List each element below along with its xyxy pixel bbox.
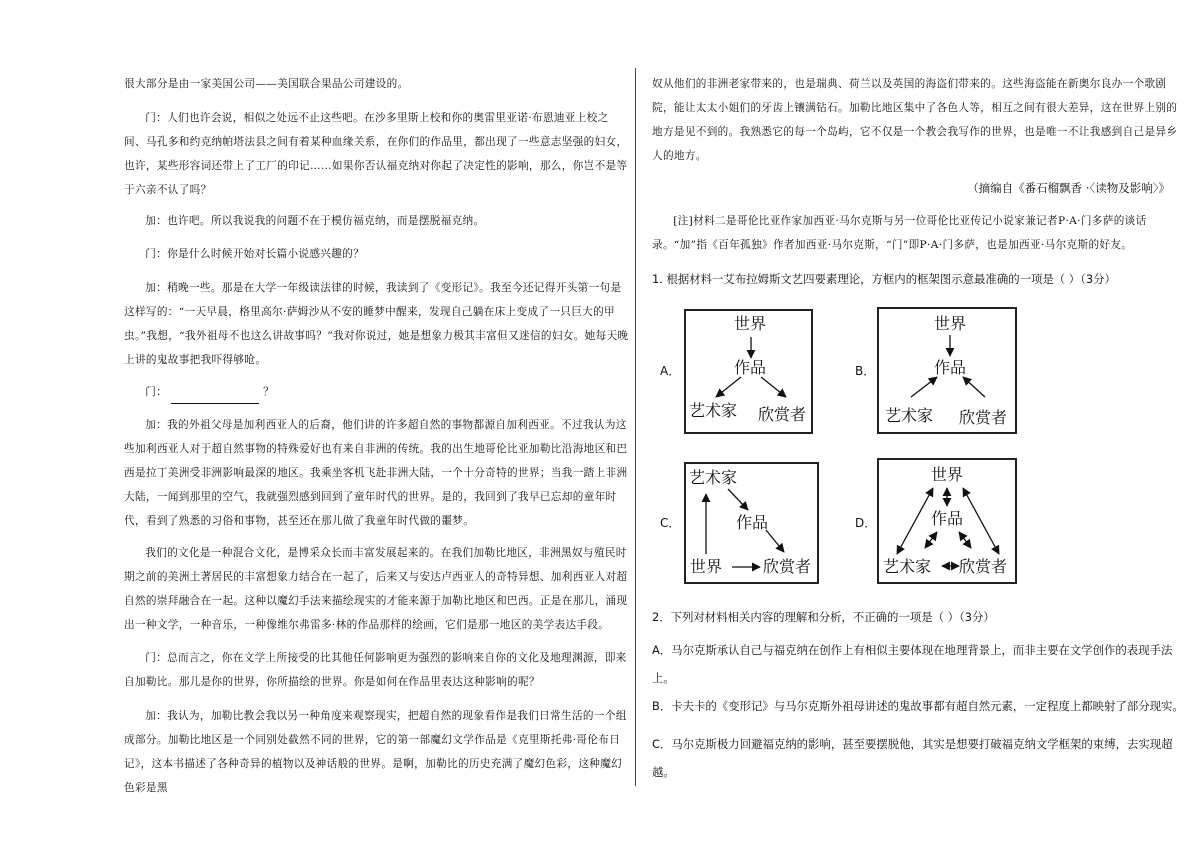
paragraph-pirates: 奴从他们的非洲老家带来的，也是瑞典、荷兰以及英国的海盗们带来的。这些海盗能在新奥尔良办一个歌剧院，能让太太小姐们的牙齿上镶满钻石。加勒比地区集中了各色人等，相互之间有很大差异，这在世界上别的地方是见不到的。我熟悉它的每一个岛屿，它不仅是一个教会我写作的世界，也是唯一不让我感到自己是异乡人的地方。 xyxy=(652,78,1178,162)
right-column xyxy=(637,0,1200,849)
paragraph-jia-grandparents: 加：我的外祖父母是加利西亚人的后裔，他们讲的许多超自然的事物都源自加利西亚。不过我认为这些加利西亚人对于超自然事物的特殊爱好也有来自非洲的传统。我的出生地哥伦比亚加勒比沿海地区和巴西是拉丁美洲受非洲影响最深的地区。我乘坐客机飞赴非洲大陆，一个十分奇特的世界；当我一踏上非洲大陆，一闻到那里的空气，我就强烈感到回到了童年时代的世界。是的，我回到了我早已忘却的童年时代，看到了熟悉的习俗和事物，甚至还在那儿做了我童年时代做的噩梦。 xyxy=(124,419,628,527)
diagram-a-audience: 欣赏者 xyxy=(758,405,807,424)
source-citation: （摘编自《番石榴飘香 ·〈读物及影响〉》 xyxy=(967,181,1170,195)
option-b-text: B．卡夫卡的《变形记》与马尔克斯外祖母讲述的鬼故事都有超自然元素，一定程度上都映射了部分现实。 xyxy=(652,699,1184,713)
diagram-a xyxy=(684,309,813,434)
diagram-d-work: 作品 xyxy=(931,509,964,528)
paragraph-men-question-novel: 门：你是什么时候开始对长篇小说感兴趣的？ xyxy=(145,248,365,260)
diagram-d xyxy=(877,458,1017,584)
diagram-d-world: 世界 xyxy=(931,465,964,484)
diagram-b-work: 作品 xyxy=(934,358,967,377)
option-c-label: C． xyxy=(660,516,681,530)
diagram-b xyxy=(877,307,1017,434)
footnote: [注]材料二是哥伦比亚作家加西亚·马尔克斯与另一位哥伦比亚传记小说家兼记者P·A·门多萨的谈话录。“加”指《百年孤独》作者加西亚·马尔克斯，“门”即P·A·门多萨，也是加西亚·马尔克斯的好友。 xyxy=(652,215,1147,251)
question-1: 1. 根据材料一艾布拉姆斯文艺四要素理论，方框内的框架图示意最准确的一项是（ ）（3分） xyxy=(652,272,1116,286)
paragraph-jia-caribbean: 加：我认为，加勒比教会我以另一种角度来观察现实，把超自然的现象看作是我们日常生活的一个组成部分。加勒比地区是一个同别处截然不同的世界，它的第一部魔幻文学作品是《克里斯托弗·哥伦布日记》，这本书描述了各种奇异的植物以及神话般的世界。是啊，加勒比的历史充满了魔幻色彩，这种魔幻色彩是黑 xyxy=(124,710,627,794)
diagram-d-artist: 艺术家 xyxy=(883,557,932,576)
diagram-a-world: 世界 xyxy=(734,314,767,333)
fill-in-blank xyxy=(171,391,259,404)
diagram-b-artist: 艺术家 xyxy=(885,406,934,425)
diagram-c xyxy=(684,462,819,584)
diagram-b-world: 世界 xyxy=(934,314,967,333)
paragraph-jia-faulkner: 加：也许吧。所以我说我的问题不在于模仿福克纳，而是摆脱福克纳。 xyxy=(145,215,485,227)
option-d-label: D． xyxy=(855,516,877,530)
blank-prefix: 门： xyxy=(145,386,168,398)
diagram-c-artist: 艺术家 xyxy=(689,468,738,487)
option-c-text: C．马尔克斯极力回避福克纳的影响，甚至要摆脱他，其实是想要打破福克纳文学框架的束缚，去实现超越。 xyxy=(652,737,1173,779)
column-divider xyxy=(635,68,636,786)
option-a-text: A．马尔克斯承认自己与福克纳在创作上有相似主要体现在地理背景上，而非主要在文学创作的表现手法上。 xyxy=(652,643,1173,685)
diagram-c-world: 世界 xyxy=(690,557,723,576)
question-2: 2．下列对材料相关内容的理解和分析，不正确的一项是（ ）（3分） xyxy=(652,610,995,624)
diagram-a-artist: 艺术家 xyxy=(689,401,738,420)
paragraph-jia-metamorphosis: 加：稍晚一些。那是在大学一年级读法律的时候，我读到了《变形记》。我至今还记得开头第一句是这样写的：“一天早晨，格里高尔·萨姆沙从不安的睡梦中醒来，发现自己躺在床上变成了一只巨大的甲虫。”我想，“我外祖母不也这么讲故事吗？”我对你说过，她是想象力极其丰富但又迷信的妇女。她每天晚上讲的鬼故事把我吓得够呛。 xyxy=(124,282,629,366)
paragraph-men-blank xyxy=(124,380,630,404)
paragraph-intro-end: 很大部分是由一家美国公司——美国联合果品公司建设的。 xyxy=(124,78,409,90)
diagram-c-work: 作品 xyxy=(736,513,769,532)
option-a-label: A． xyxy=(660,364,681,378)
diagram-c-audience: 欣赏者 xyxy=(763,557,812,576)
blank-suffix: ？ xyxy=(263,386,275,398)
diagram-a-work: 作品 xyxy=(734,358,767,377)
paragraph-men-similarity: 门：人们也许会说，相似之处远不止这些吧。在沙多里斯上校和你的奥雷里亚诺·布恩迪亚上校之间、马孔多和约克纳帕塔法县之间有着某种血缘关系，在你们的作品里，都出现了一些意志坚强的妇女，也许，某些形容词还带上了工厂的印记……如果你否认福克纳对你起了决定性的影响，那么，你岂不是等于六亲不认了吗？ xyxy=(124,112,628,196)
option-b-label: B． xyxy=(855,364,876,378)
diagram-b-audience: 欣赏者 xyxy=(959,408,1008,427)
paragraph-mixed-culture: 我们的文化是一种混合文化，是博采众长而丰富发展起来的。在我们加勒比地区，非洲黑奴与殖民时期之前的美洲土著居民的丰富想象力结合在一起了，后来又与安达卢西亚人的奇特异想、加利西亚人对超自然的崇拜融合在一起。这种以魔幻手法来描绘现实的才能来源于加勒比地区和巴西。正是在那儿，涌现出一种文学，一种音乐，一种像维尔弗雷多·林的作品那样的绘画，它们是那一地区的美学表达手段。 xyxy=(124,547,628,631)
diagram-d-audience: 欣赏者 xyxy=(959,557,1008,576)
paragraph-men-summary: 门：总而言之，你在文学上所接受的比其他任何影响更为强烈的影响来自你的文化及地理渊源，即来自加勒比。那儿是你的世界，你所描绘的世界。你是如何在作品里表达这种影响的呢？ xyxy=(124,652,627,688)
